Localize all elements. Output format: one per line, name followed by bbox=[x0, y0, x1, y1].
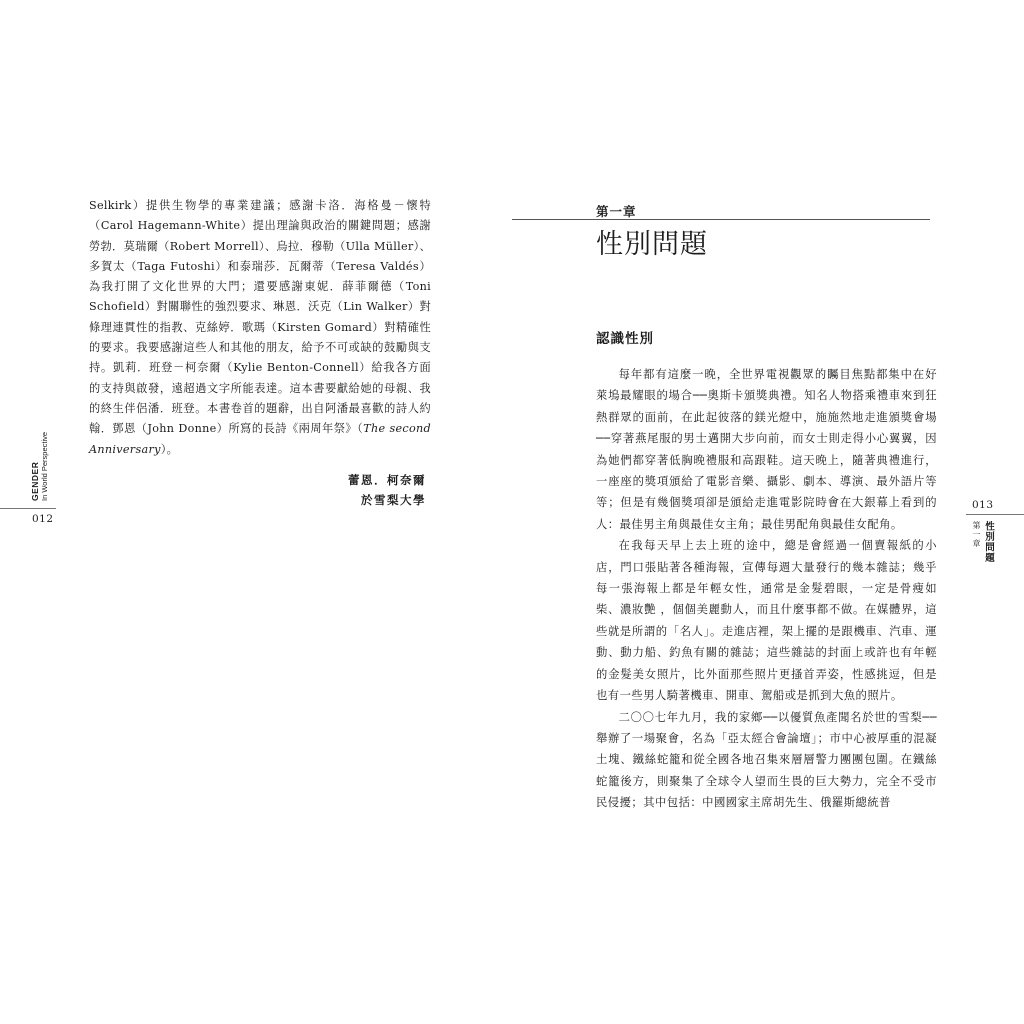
paragraph: 二〇〇七年九月，我的家鄉──以優質魚產聞名於世的雪梨──舉辦了一場聚會，名為「亞太經合會論壇」；市中心被厚重的混凝土塊、鐵絲蛇籠和從全國各地召集來層層警力團團包圍。在鐵絲蛇籠後方，則聚集了全球令人望而生畏的巨大勢力，完全不受市民侵擾；其中包括：中國國家主席胡先生、俄羅斯總統普 bbox=[596, 710, 937, 810]
running-head-chapter-title: 性別問題 bbox=[983, 521, 994, 563]
running-head-right bbox=[972, 521, 1002, 566]
ack-text-end: ）。 bbox=[160, 442, 179, 456]
paragraph: 在我每天早上去上班的途中，總是會經過一個賣報紙的小店，門口張貼著各種海報，宣傳每週大量發行的幾本雜誌；幾乎每一張海報上都是年輕女性，通常是金髮碧眼，一定是骨瘦如柴、濃妝艷 ，個個美麗動人，而且什麼事都不做。在媒體界，這些就是所謂的「名人」。走進店裡，架上擺的是跟機車、汽車、運動、動力船、釣魚有關的雜誌；這些雜誌的封面上或許也有年輕的金髮美女照片，比外面那些照片更搔首弄姿，性感挑逗，但是也有一些男人騎著機車、開車、駕船或是抓到大魚的照片。 bbox=[596, 539, 937, 703]
running-head-chapter: 第一章 bbox=[972, 521, 981, 548]
folio-rule-right bbox=[966, 514, 1024, 515]
acknowledgement-text bbox=[89, 196, 431, 460]
paragraph: 每年都有這麼一晚，全世界電視觀眾的矚目焦點都集中在好萊塢最耀眼的場合──奧斯卡頒獎典禮。知名人物搭乘禮車來到狂熱群眾的面前，在此起彼落的鎂光燈中，施施然地走進頒獎會場──穿著燕尾服的男士邁開大步向前，而女士則走得小心翼翼，因為她們都穿著低胸晚禮服和高跟鞋。這天晚上，隨著典禮進行，一座座的獎項頒給了電影音樂、攝影、劇本、導演、最外語片等等；但是有幾個獎項卻是頒給走進電影院時會在大銀幕上看到的人：最佳男主角與最佳女主角；最佳男配角與最佳女配角。 bbox=[596, 368, 937, 531]
chapter-rule bbox=[512, 219, 930, 220]
ack-poem-title: The second Anniversary bbox=[89, 422, 431, 456]
signature-place: 於雪梨大學 bbox=[361, 493, 426, 507]
running-head-title: GENDER bbox=[30, 461, 40, 501]
section-title: 認識性別 bbox=[596, 331, 654, 347]
page-number-left: 012 bbox=[32, 513, 54, 525]
running-head-subtitle: In World Perspective bbox=[40, 431, 49, 501]
chapter-label: 第一章 bbox=[596, 204, 637, 219]
chapter-body-text bbox=[596, 364, 937, 814]
running-head-left bbox=[26, 425, 66, 505]
ack-text-main: Selkirk）提供生物學的專業建議；感謝卡洛．海格曼－懷特（Carol Hagemann-White）提出理論與政治的關鍵問題；感謝勞勃．莫瑞爾（Robert Morrell）、烏拉．穆勒（Ulla Müller）、多賀太（Taga Futoshi）和泰瑞莎．瓦爾蒂（Teresa Valdés）為我打開了文化世界的大門；還要感謝東妮．薛菲爾德（Toni Schofield）對關聯性的強烈要求、琳恩．沃克（Lin Walker）對條理連貫性的指教、克絲婷．歌瑪（Kirsten Gomard）對精確性的要求。我要感謝這些人和其他的朋友，給予不可或缺的鼓勵與支持。凱莉．班登－柯奈爾（Kylie Benton-Connell）給我各方面的支持與啟發，遠超過文字所能表達。這本書要獻給她的母親、我的終生伴侶潘．班登。本書卷首的題辭，出自阿潘最喜歡的詩人約翰．鄧恩（John Donne）所寫的長詩《兩周年祭》（ bbox=[89, 199, 431, 436]
folio-rule-left bbox=[0, 508, 56, 509]
signature-name: 蕾恩．柯奈爾 bbox=[348, 473, 426, 487]
chapter-title: 性別問題 bbox=[596, 229, 708, 260]
page-number-right: 013 bbox=[972, 499, 994, 511]
